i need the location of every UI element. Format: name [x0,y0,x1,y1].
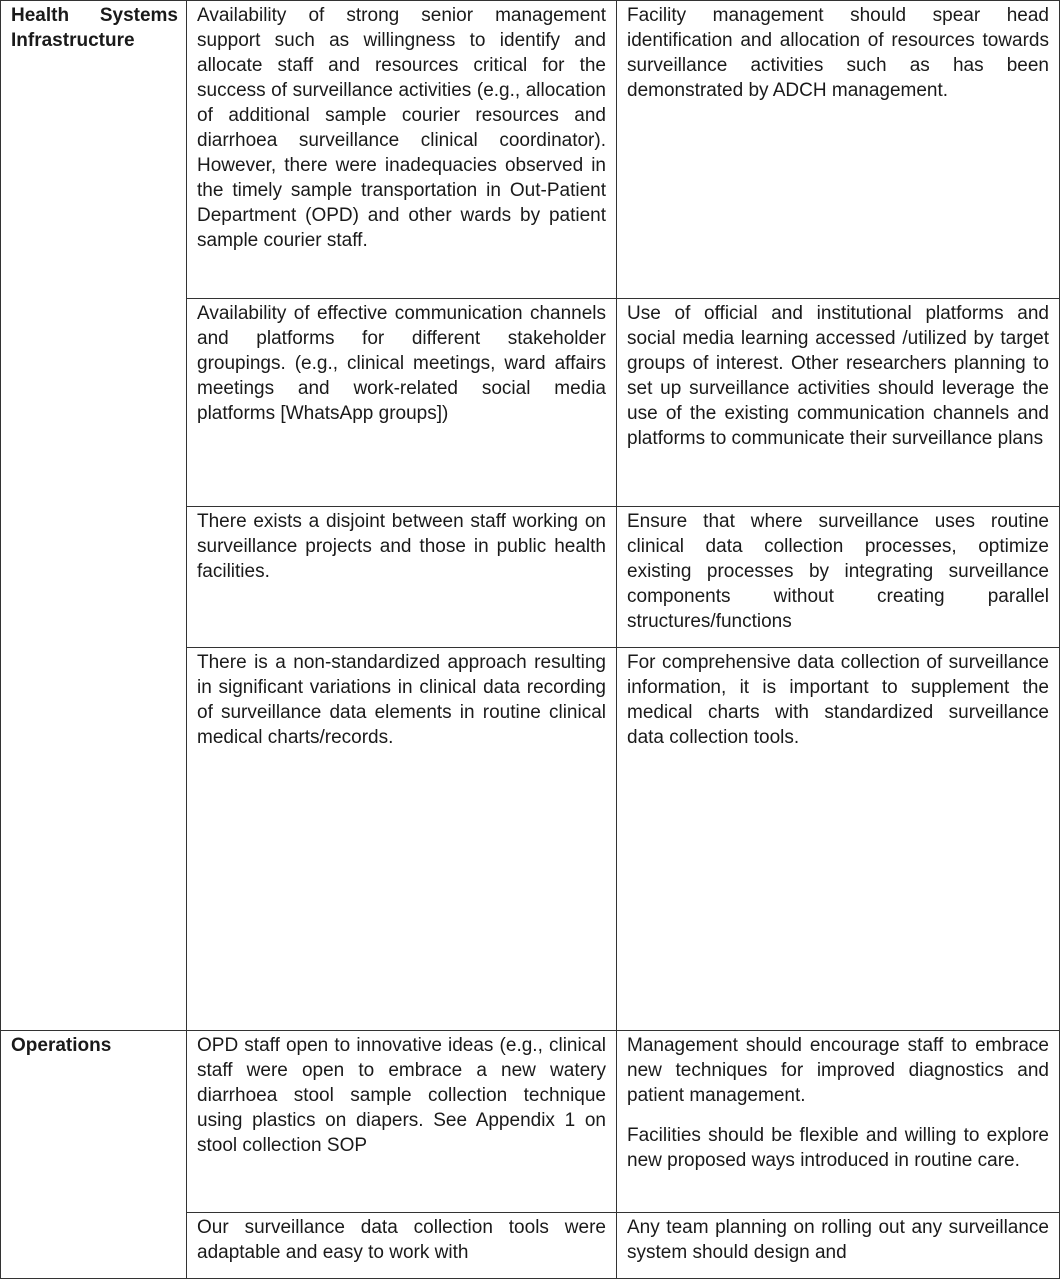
finding-cell [187,1213,617,1279]
recommendation-cell [617,299,1060,507]
category-cell [1,1031,187,1279]
finding-text: Availability of effective communication channels and platforms for different stakeholder groupings. (e.g., clinical meetings, ward affairs meetings and work-related social media platforms [WhatsApp groups]) [197,303,606,424]
recommendation-text: Ensure that where surveillance uses routine clinical data collection processes, optimize existing processes by integrating surveillance components without creating parallel structures/functions [627,511,1049,632]
finding-cell [187,1,617,299]
finding-text: Our surveillance data collection tools were adaptable and easy to work with [197,1217,606,1263]
finding-cell [187,299,617,507]
finding-text: Availability of strong senior management support such as willingness to identify and allocate staff and resources critical for the success of surveillance activities (e.g., allocation of additional sample courier resources and diarrhoea surveillance clinical coordinator). However, there were inadequacies observed in the timely sample transportation in Out-Patient Department (OPD) and other wards by patient sample courier staff. [197,5,606,251]
finding-cell [187,1031,617,1213]
category-label: Operations [11,1035,112,1056]
recommendation-cell [617,648,1060,1031]
recommendation-text: Use of official and institutional platforms and social media learning accessed /utilized by target groups of interest. Other researchers planning to set up surveillance activities should leverage the use of the existing communication channels and platforms to communicate their surveillance plans [627,303,1049,449]
finding-text: There exists a disjoint between staff working on surveillance projects and those in public health facilities. [197,511,606,582]
recommendation-cell [617,1213,1060,1279]
recommendation-text: For comprehensive data collection of surveillance information, it is important to supplement the medical charts with standardized surveillance data collection tools. [627,652,1049,748]
finding-text: OPD staff open to innovative ideas (e.g., clinical staff were open to embrace a new watery diarrhoea stool sample collection technique using plastics on diapers. See Appendix 1 on stool collection SOP [197,1035,606,1156]
category-cell [1,1,187,1031]
category-label: Health Systems Infrastructure [11,5,178,51]
table-row [1,1031,1060,1213]
recommendation-text: Facilities should be flexible and willing to explore new proposed ways introduced in routine care. [627,1125,1049,1171]
recommendation-cell [617,507,1060,648]
finding-text: There is a non-standardized approach resulting in significant variations in clinical data recording of surveillance data elements in routine clinical medical charts/records. [197,652,606,748]
finding-cell [187,648,617,1031]
recommendation-cell [617,1031,1060,1213]
recommendation-text: Management should encourage staff to embrace new techniques for improved diagnostics and patient management. [627,1035,1049,1106]
recommendation-text: Any team planning on rolling out any surveillance system should design and [627,1217,1049,1263]
recommendation-cell [617,1,1060,299]
recommendation-text: Facility management should spear head identification and allocation of resources towards surveillance activities such as has been demonstrated by ADCH management. [627,5,1049,101]
table-row [1,1,1060,299]
finding-cell [187,507,617,648]
